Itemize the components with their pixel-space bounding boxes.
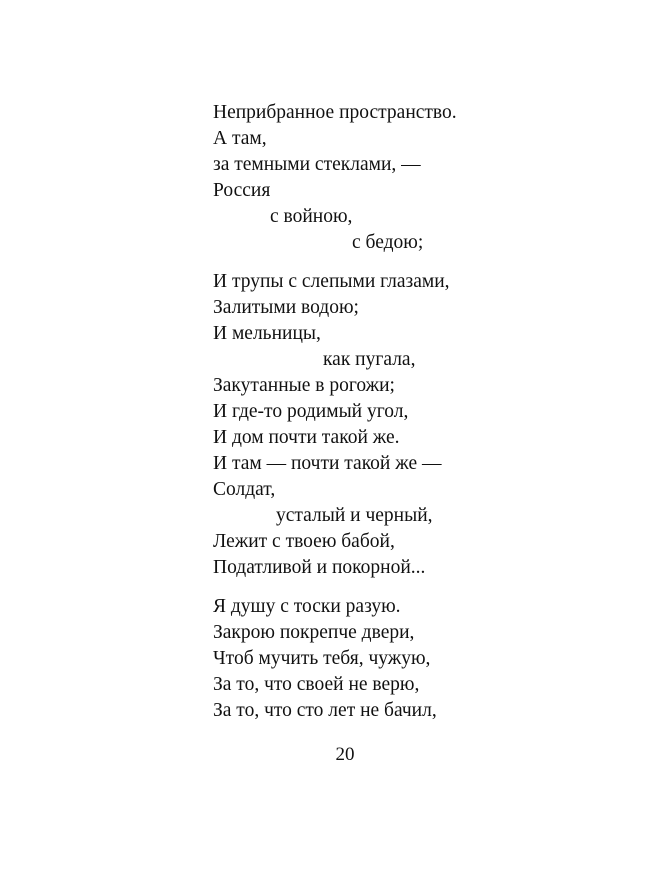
poem-line: И дом почти такой же. [213, 427, 400, 448]
stanza-3 [213, 594, 613, 724]
poem-line: Податливой и покорной... [213, 557, 426, 578]
poem-line: за темными стеклами, — [213, 154, 421, 175]
poem-line: А там, [213, 128, 267, 149]
poem-line: И где-то родимый угол, [213, 401, 409, 422]
page-number: 20 [335, 744, 355, 765]
poem-line: Россия [213, 180, 271, 201]
stanza-2 [213, 269, 613, 581]
poem-line: Закрою покрепче двери, [213, 622, 415, 643]
poem-line: Чтоб мучить тебя, чужую, [213, 648, 431, 669]
poem-line: Залитыми водою; [213, 297, 359, 318]
poem-line: Я душу с тоски разую. [213, 596, 401, 617]
poem-line: И мельницы, [213, 323, 321, 344]
poem-line: Закутанные в рогожи; [213, 375, 395, 396]
poem-line: За то, что сто лет не бачил, [213, 700, 437, 721]
poem-line: Солдат, [213, 479, 276, 500]
poem-line-indented: с бедою; [352, 232, 424, 253]
poem-line: И там — почти такой же — [213, 453, 442, 474]
poem-line: За то, что своей не верю, [213, 674, 420, 695]
poem-line: Неприбранное пространство. [213, 102, 457, 123]
poem-line: И трупы с слепыми глазами, [213, 271, 450, 292]
poem-line: Лежит с твоею бабой, [213, 531, 395, 552]
poem-line-indented: как пугала, [323, 349, 416, 370]
poem-line-indented: с войною, [270, 206, 353, 227]
poem [213, 100, 613, 737]
poem-line-indented: усталый и черный, [276, 505, 433, 526]
stanza-1 [213, 100, 613, 256]
